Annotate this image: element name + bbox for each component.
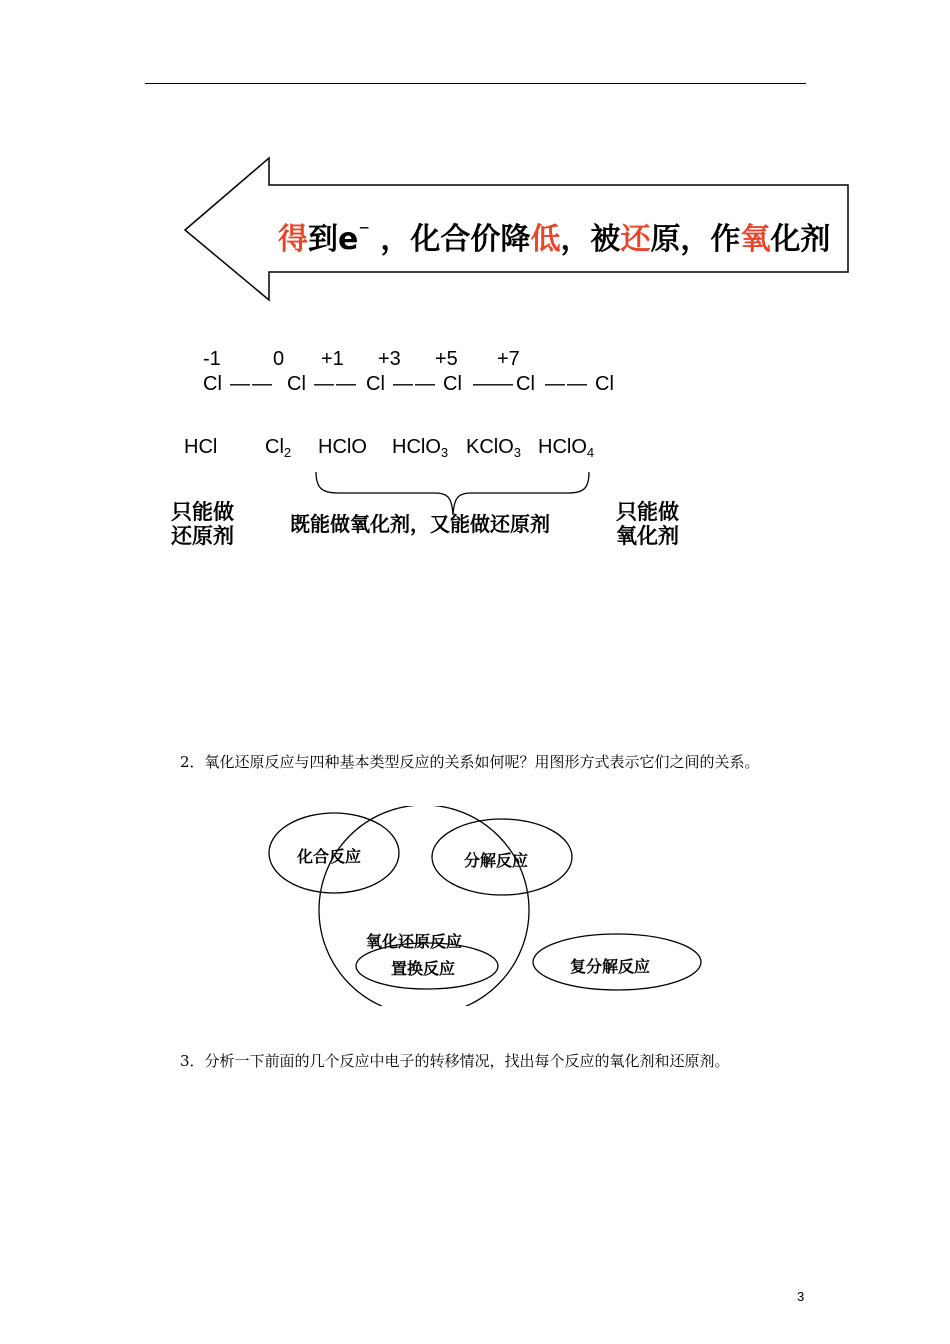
arrow-caption-part: 化剂 (770, 222, 831, 257)
venn-label-combination: 化合反应 (297, 847, 362, 866)
chlorine-atom: Cl (287, 373, 306, 395)
oxidation-state: +5 (435, 348, 458, 370)
oxidation-state: +7 (497, 348, 520, 370)
formula-hclo4: HClO$_4$ (538, 436, 595, 460)
chain-dash: —— (314, 373, 358, 395)
chlorine-atom: Cl (443, 373, 462, 395)
formula-cl2: $Cl_2$ (265, 436, 292, 460)
arrow-caption-part: 原，作 (650, 222, 741, 257)
oxidation-state: 0 (273, 348, 285, 370)
arrow-caption-part: 低 (530, 222, 561, 257)
venn-label-displacement: 置换反应 (391, 959, 456, 978)
role-both: 既能做氧化剂，又能做还原剂 (290, 512, 550, 536)
chain-dash: —— (545, 373, 589, 395)
chain-dash: —— (393, 373, 437, 395)
header-rule (145, 83, 806, 84)
formula-hclo3: HClO$_3$ (392, 436, 449, 460)
arrow-caption-part: 得 (278, 222, 308, 257)
arrow-caption-part: ，被 (560, 222, 621, 257)
oxidation-state: +1 (321, 348, 344, 370)
chlorine-atom: Cl (366, 373, 385, 395)
chlorine-atom: Cl (203, 373, 222, 395)
role-oxidizer-only: 只能做 氧化剂 (616, 500, 679, 548)
chain-dash: —— (230, 373, 274, 395)
formula-kclo3: KClO$_3$ (466, 436, 522, 460)
venn-label-double-decomposition: 复分解反应 (570, 957, 651, 976)
chlorine-atom: Cl (516, 373, 535, 395)
question-2: 2．氧化还原反应与四种基本类型反应的关系如何呢？用图形方式表示它们之间的关系。 (180, 753, 760, 771)
chlorine-atom: Cl (595, 373, 614, 395)
venn-label-redox: 氧化还原反应 (366, 932, 463, 951)
arrow-caption-part: ⁻ (358, 220, 370, 245)
arrow-caption-part: 还 (620, 222, 651, 257)
oxidation-state: +3 (378, 348, 401, 370)
formula-hcl: HCl (184, 436, 218, 458)
venn-label-decomposition: 分解反应 (464, 851, 529, 870)
chain-dash: —— (473, 373, 513, 395)
question-3: 3．分析一下前面的几个反应中电子的转移情况，找出每个反应的氧化剂和还原剂。 (180, 1052, 730, 1070)
arrow-caption-part: 氧 (740, 222, 771, 257)
arrow-caption-part: ，化合价降 (369, 222, 531, 257)
role-reducer-only: 只能做 还原剂 (171, 500, 234, 548)
arrow-caption (278, 214, 830, 258)
formula-hclo: HClO (318, 436, 367, 458)
oxidation-state: -1 (203, 348, 221, 370)
page-number: 3 (797, 1289, 805, 1304)
arrow-caption-part: 到e (308, 222, 359, 257)
